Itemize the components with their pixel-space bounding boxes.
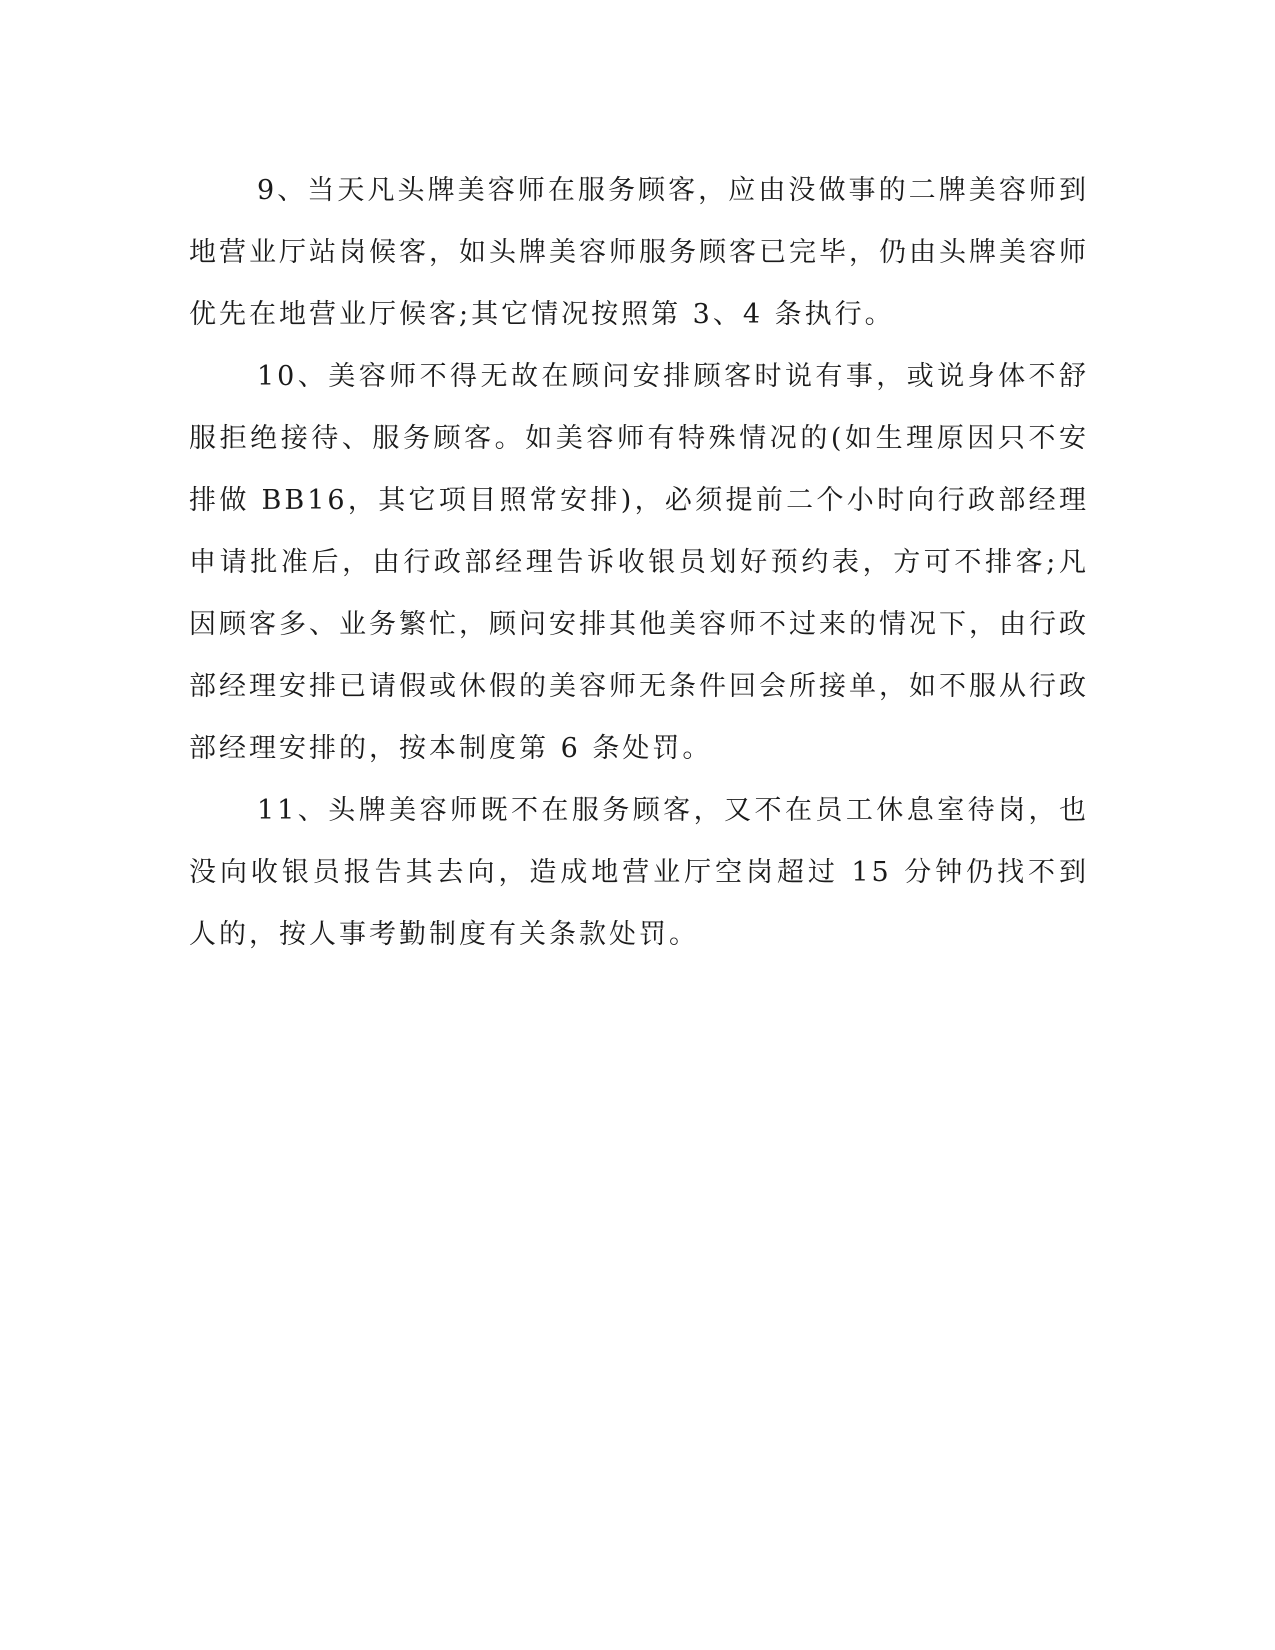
paragraph-rule-10: 10、美容师不得无故在顾问安排顾客时说有事，或说身体不舒服拒绝接待、服务顾客。如美容师有特殊情况的(如生理原因只不安排做 BB16，其它项目照常安排)，必须提前二个小时向行政部经理申请批准后，由行政部经理告诉收银员划好预约表，方可不排客;凡因顾客多、业务繁忙，顾问安排其他美容师不过来的情况下，由行政部经理安排已请假或休假的美容师无条件回会所接单，如不服从行政部经理安排的，按本制度第 6 条处罚。 [189, 361, 1089, 764]
paragraph-rule-9: 9、当天凡头牌美容师在服务顾客，应由没做事的二牌美容师到地营业厅站岗候客，如头牌美容师服务顾客已完毕，仍由头牌美容师优先在地营业厅候客;其它情况按照第 3、4 条执行。 [189, 175, 1089, 330]
paragraph-rule-11: 11、头牌美容师既不在服务顾客，又不在员工休息室待岗，也没向收银员报告其去向，造成地营业厅空岗超过 15 分钟仍找不到人的，按人事考勤制度有关条款处罚。 [189, 795, 1089, 950]
document-body [189, 160, 1089, 966]
